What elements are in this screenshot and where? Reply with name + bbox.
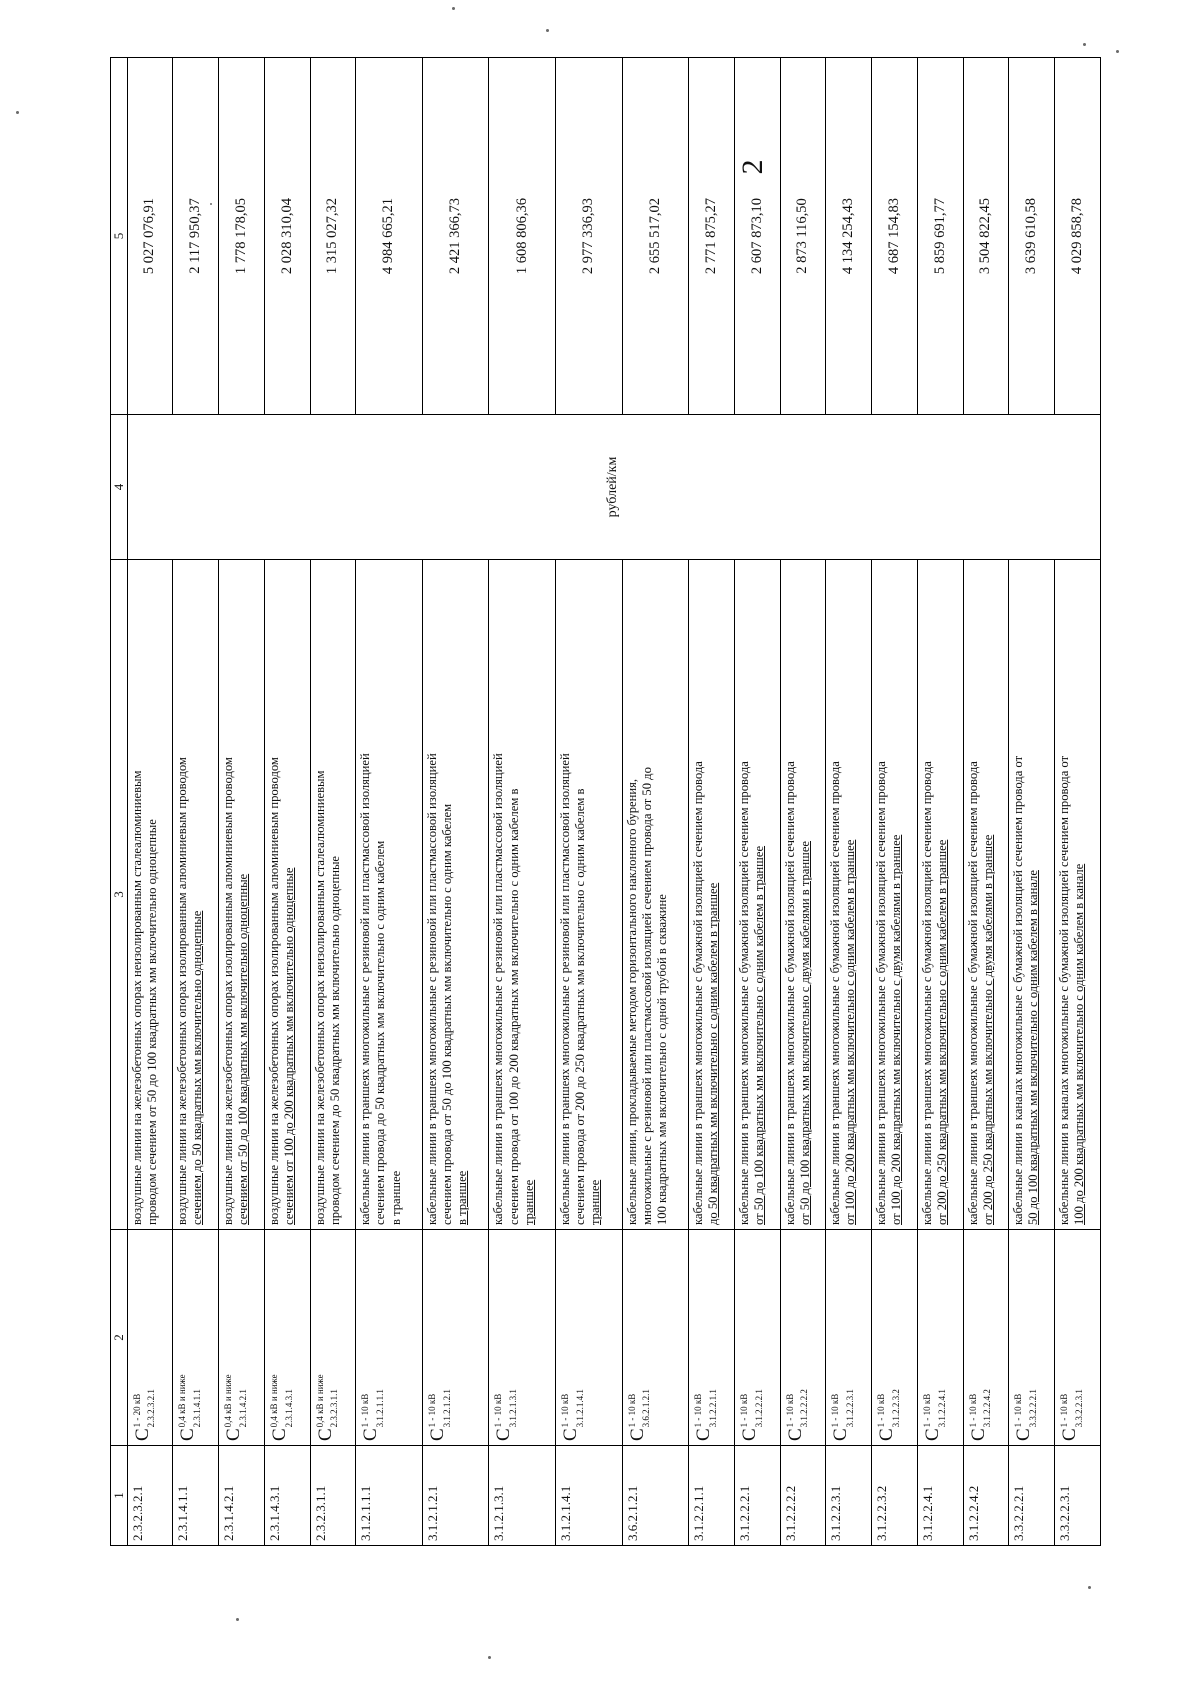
row-description: [356, 560, 423, 1230]
rate-letter: C: [426, 1428, 448, 1441]
header-row: [111, 58, 128, 1546]
description-line: кабельные линии в траншеях многожильные с бумажной изоляцией сечением провода: [965, 761, 980, 1225]
table-row: [780, 58, 826, 1546]
rate-index: 2.3.2.3.2.1: [146, 1389, 157, 1428]
rate-value: 1 315 027,32: [310, 58, 356, 415]
rate-value: 4 029 858,78: [1055, 58, 1101, 415]
row-description: [489, 560, 556, 1230]
description-line: в траншее: [388, 1170, 403, 1225]
rate-symbol: [917, 1230, 963, 1446]
description-line: сечением провода от 50 до 100 квадратных мм включительно с одним кабелем: [440, 803, 454, 1225]
rate-symbol: [310, 1230, 356, 1446]
rate-voltage: 1 - 10 кВ: [559, 1393, 570, 1428]
rate-voltage: 1 - 10 кВ: [426, 1393, 437, 1428]
rate-voltage: 0,4 кВ и ниже: [177, 1374, 188, 1428]
column-header: 5: [111, 58, 128, 415]
rate-letter: C: [131, 1428, 153, 1441]
rate-value: 1 778 178,05: [219, 58, 265, 415]
row-description: [826, 560, 872, 1230]
rate-index: 3.3.2.2.2.1: [1028, 1389, 1039, 1428]
description-line: кабельные линии в траншеях многожильные с бумажной изоляцией сечением провода: [828, 761, 843, 1225]
row-code: 3.1.2.2.4.2: [963, 1446, 1009, 1546]
row-code: 3.1.2.2.1.1: [689, 1446, 735, 1546]
table-row: [689, 58, 735, 1546]
rate-value: 4 687 154,83: [872, 58, 918, 415]
row-description: [622, 560, 689, 1230]
row-code: 3.1.2.2.2.1: [734, 1446, 780, 1546]
rate-value: 2 117 950,37: [173, 58, 219, 415]
rate-indices: [491, 1389, 520, 1427]
tariff-table: [110, 57, 1101, 1546]
rate-letter: C: [559, 1428, 581, 1441]
description-line: кабельные линии в траншеях многожильные с резиновой или пластмассовой изоляцией: [424, 753, 439, 1225]
rate-value: 2 655 517,02: [622, 58, 689, 415]
row-code: 3.1.2.1.4.1: [555, 1446, 622, 1546]
table-row: [356, 58, 423, 1546]
rate-value: 2 977 336,93: [555, 58, 622, 415]
rate-voltage: 1 - 10 кВ: [967, 1393, 978, 1428]
description-line: от 50 до 100 квадратных мм включительно с двумя кабелями в траншее: [797, 840, 812, 1225]
rate-indices: [558, 1389, 587, 1427]
row-description: [872, 560, 918, 1230]
rate-value: 2 028 310,04: [264, 58, 310, 415]
description-line: кабельные линии в траншеях многожильные с бумажной изоляцией сечением провода: [736, 761, 751, 1225]
description-line: проводом сечением от 50 до 100 квадратных мм включительно одноцепные: [144, 819, 159, 1225]
rate-index: 3.1.2.2.4.1: [936, 1389, 947, 1428]
rate-letter: C: [921, 1428, 943, 1441]
rate-letter: C: [493, 1428, 515, 1441]
rate-symbol: [422, 1230, 489, 1446]
description-line: воздушные линии на железобетонных опорах неизолированным сталеалюминиевым: [312, 770, 327, 1225]
row-code: 3.6.2.1.2.1: [622, 1446, 689, 1546]
rate-letter: C: [967, 1428, 989, 1441]
description-line: воздушные линии на железобетонных опорах неизолированным сталеалюминиевым: [129, 770, 144, 1225]
scan-speck: [16, 111, 19, 114]
rate-value: 5 859 691,77: [917, 58, 963, 415]
description-line: сечением от 100 до 200 квадратных мм включительно одноцепные: [281, 867, 296, 1225]
row-code: 3.1.2.1.1.1: [356, 1446, 423, 1546]
description-line: сечением провода от 100 до 200 квадратных мм включительно с одним кабелем в: [506, 788, 521, 1225]
table-row: [1055, 58, 1101, 1546]
rate-letter: C: [784, 1428, 806, 1441]
row-description: [734, 560, 780, 1230]
description-line: от 100 до 200 квадратных мм включительно с двумя кабелями в траншее: [889, 834, 904, 1225]
row-description: [127, 560, 173, 1230]
description-line: кабельные линии, прокладываемые методом горизонтального наклонного бурения,: [624, 778, 639, 1225]
row-code: 3.1.2.1.2.1: [422, 1446, 489, 1546]
rate-indices: [267, 1374, 296, 1427]
rate-index: 3.1.2.2.2.2: [799, 1389, 810, 1428]
description-line: сечением провода от 200 до 250 квадратных мм включительно с одним кабелем в: [573, 788, 588, 1225]
rate-voltage: 1 - 20 кВ: [131, 1393, 142, 1428]
rate-value: 1 608 806,36: [489, 58, 556, 415]
row-code: 2.3.1.4.3.1: [264, 1446, 310, 1546]
rate-index: 3.1.2.1.1.1: [375, 1389, 386, 1428]
row-description: [1009, 560, 1055, 1230]
description-line: от 200 до 250 квадратных мм включительно с двумя кабелями в траншее: [980, 834, 995, 1225]
table-row: [264, 58, 310, 1546]
rate-symbol: [173, 1230, 219, 1446]
rate-index: 3.1.2.2.3.1: [845, 1389, 856, 1428]
description-line: 100 квадратных мм включительно с одной трубой в скважине: [654, 894, 669, 1225]
rate-letter: C: [177, 1428, 199, 1441]
rate-indices: [691, 1389, 720, 1427]
rate-symbol: [689, 1230, 735, 1446]
rate-voltage: 1 - 10 кВ: [921, 1393, 932, 1428]
rate-indices: [221, 1374, 250, 1427]
row-code: 2.3.1.4.1.1: [173, 1446, 219, 1546]
rate-voltage: 1 - 10 кВ: [876, 1393, 887, 1428]
column-header: 1: [111, 1446, 128, 1546]
description-line: многожильные с резиновой или пластмассовой изоляцией сечением провода от 50 до: [639, 767, 654, 1225]
rate-indices: [783, 1389, 812, 1427]
rate-index: 3.1.2.1.2.1: [441, 1389, 452, 1428]
rate-symbol: [734, 1230, 780, 1446]
rate-symbol: [127, 1230, 173, 1446]
rate-voltage: 0,4 кВ и ниже: [268, 1374, 279, 1428]
rate-symbol: [872, 1230, 918, 1446]
rate-letter: C: [1058, 1428, 1080, 1441]
rate-index: 2.3.1.4.3.1: [283, 1389, 294, 1428]
rate-value: 2 771 875,27: [689, 58, 735, 415]
rate-indices: [966, 1389, 995, 1427]
rate-value: 4 134 254,43: [826, 58, 872, 415]
rate-value: 4 984 665,21: [356, 58, 423, 415]
rate-symbol: [826, 1230, 872, 1446]
rate-voltage: 1 - 10 кВ: [830, 1393, 841, 1428]
scan-speck: [1116, 50, 1119, 53]
rate-value: 5 027 076,91: [127, 58, 173, 415]
rate-indices: [358, 1389, 387, 1427]
description-line: сечением от 50 до 100 квадратных мм включительно одноцепные: [236, 873, 251, 1225]
table-row: [734, 58, 780, 1546]
rate-indices: [920, 1389, 949, 1427]
rate-index: 2.3.2.3.1.1: [329, 1389, 340, 1428]
table-row: [872, 58, 918, 1546]
rate-indices: [130, 1389, 159, 1427]
description-line: до 50 квадратных мм включительно с одним кабелем в траншее: [706, 882, 721, 1225]
rate-index: 3.3.2.2.3.1: [1073, 1389, 1084, 1428]
rate-voltage: 0,4 кВ и ниже: [223, 1374, 234, 1428]
rate-letter: C: [875, 1428, 897, 1441]
description-line: кабельные линии в траншеях многожильные с бумажной изоляцией сечением провода: [782, 761, 797, 1225]
row-code: 3.3.2.2.3.1: [1055, 1446, 1101, 1546]
row-description: [422, 560, 489, 1230]
table-row: [310, 58, 356, 1546]
rate-voltage: 1 - 10 кВ: [493, 1393, 504, 1428]
rate-voltage: 0,4 кВ и ниже: [314, 1374, 325, 1428]
scan-speck: [1088, 1586, 1091, 1589]
row-description: [555, 560, 622, 1230]
row-code: 2.3.2.3.2.1: [127, 1446, 173, 1546]
rate-voltage: 1 - 10 кВ: [626, 1393, 637, 1428]
scan-speck: [546, 29, 549, 32]
row-code: 3.1.2.2.3.2: [872, 1446, 918, 1546]
table-row: [826, 58, 872, 1546]
description-line: кабельные линии в траншеях многожильные с бумажной изоляцией сечением провода: [874, 761, 889, 1225]
rate-value: 2 421 366,73: [422, 58, 489, 415]
rate-letter: C: [314, 1428, 336, 1441]
scan-speck: [488, 1656, 491, 1659]
description-line: кабельные линии в траншеях многожильные с бумажной изоляцией сечением провода: [691, 761, 706, 1225]
rate-symbol: [963, 1230, 1009, 1446]
rate-symbol: [489, 1230, 556, 1446]
description-line: 100 до 200 квадратных мм включительно с одним кабелем в канале: [1072, 863, 1087, 1225]
rate-symbol: [780, 1230, 826, 1446]
rate-symbol: [264, 1230, 310, 1446]
description-line: воздушные линии на железобетонных опорах изолированным алюминиевым проводом: [175, 757, 190, 1225]
rate-index: 2.3.1.4.1.1: [192, 1389, 203, 1428]
column-header: 2: [111, 1230, 128, 1446]
rate-index: 3.1.2.2.2.1: [753, 1389, 764, 1428]
row-description: [963, 560, 1009, 1230]
rate-indices: [425, 1389, 454, 1427]
rate-index: 3.1.2.1.3.1: [508, 1389, 519, 1428]
description-line: траншее: [588, 1179, 603, 1225]
row-code: 2.3.2.3.1.1: [310, 1446, 356, 1546]
rate-letter: C: [830, 1428, 852, 1441]
unit-cell: рублей/км: [127, 415, 1100, 560]
description-line: траншее: [521, 1179, 536, 1225]
rate-letter: C: [268, 1428, 290, 1441]
description-line: в траншее: [455, 1170, 470, 1225]
row-description: [1055, 560, 1101, 1230]
page-number: 2: [736, 159, 769, 175]
rate-letter: C: [223, 1428, 244, 1441]
row-code: 2.3.1.4.2.1: [219, 1446, 265, 1546]
description-line: кабельные линии в траншеях многожильные с бумажной изоляцией сечением провода: [919, 761, 934, 1225]
rate-letter: C: [1013, 1428, 1035, 1441]
description-line: кабельные линии в траншеях многожильные с резиновой или пластмассовой изоляцией: [491, 753, 506, 1225]
row-description: [689, 560, 735, 1230]
table-row: [173, 58, 219, 1546]
table-row: [219, 58, 265, 1546]
rate-value: 2 873 116,50: [780, 58, 826, 415]
scan-speck: [236, 1618, 239, 1621]
table-row: [127, 58, 173, 1546]
row-code: 3.1.2.1.3.1: [489, 1446, 556, 1546]
rate-voltage: 1 - 10 кВ: [1013, 1393, 1024, 1428]
rate-symbol: [555, 1230, 622, 1446]
rate-indices: [175, 1374, 204, 1427]
scan-speck: [452, 7, 455, 10]
rate-letter: C: [738, 1428, 760, 1441]
scan-speck: [1083, 43, 1086, 46]
description-line: воздушные линии на железобетонных опорах изолированным алюминиевым проводом: [221, 757, 236, 1225]
row-code: 3.1.2.2.3.1: [826, 1446, 872, 1546]
table-row: [555, 58, 622, 1546]
description-line: сечением провода до 50 квадратных мм включительно с одним кабелем: [373, 840, 388, 1225]
rate-symbol: [622, 1230, 689, 1446]
row-description: [219, 560, 265, 1230]
table-row: [1009, 58, 1055, 1546]
column-header: 4: [111, 415, 128, 560]
description-line: кабельные линии в каналах многожильные с бумажной изоляцией сечением провода от: [1011, 755, 1026, 1225]
rate-index: 2.3.1.4.2.1: [237, 1389, 248, 1428]
rate-indices: [625, 1389, 654, 1427]
rate-indices: [313, 1374, 342, 1427]
rate-letter: C: [692, 1428, 714, 1441]
table-row: [963, 58, 1009, 1546]
description-line: от 50 до 100 квадратных мм включительно с одним кабелем в траншее: [751, 845, 766, 1225]
rate-index: 3.1.2.1.4.1: [574, 1389, 585, 1428]
table-row: [422, 58, 489, 1546]
rate-value: 3 639 610,58: [1009, 58, 1055, 415]
description-line: от 100 до 200 квадратных мм включительно с одним кабелем в траншее: [843, 839, 858, 1225]
description-line: проводом сечением до 50 квадратных мм включительно одноцепные: [327, 855, 342, 1225]
column-header: 3: [111, 560, 128, 1230]
description-line: кабельные линии в каналах многожильные с бумажной изоляцией сечением провода от: [1057, 755, 1072, 1225]
table-row: [489, 58, 556, 1546]
row-code: 3.3.2.2.2.1: [1009, 1446, 1055, 1546]
description-line: сечением до 50 квадратных мм включительно одноцепные: [190, 910, 205, 1225]
description-line: кабельные линии в траншеях многожильные с резиновой или пластмассовой изоляцией: [358, 753, 373, 1225]
table-row: [622, 58, 689, 1546]
rate-index: 3.6.2.1.2.1: [641, 1389, 652, 1428]
rate-voltage: 1 - 10 кВ: [360, 1393, 371, 1428]
rate-symbol: [1009, 1230, 1055, 1446]
rate-voltage: 1 - 10 кВ: [1059, 1393, 1070, 1428]
rate-symbol: [356, 1230, 423, 1446]
row-description: [264, 560, 310, 1230]
rate-value: 3 504 822,45: [963, 58, 1009, 415]
description-line: кабельные линии в траншеях многожильные с резиновой или пластмассовой изоляцией: [557, 753, 572, 1225]
row-description: [310, 560, 356, 1230]
table-row: [917, 58, 963, 1546]
rate-symbol: [1055, 1230, 1101, 1446]
rate-indices: [737, 1389, 766, 1427]
description-line: от 200 до 250 квадратных мм включительно с одним кабелем в траншее: [934, 839, 949, 1225]
rate-letter: C: [626, 1428, 648, 1441]
description-line: 50 до 100 квадратных мм включительно с одним кабелем в канале: [1026, 870, 1041, 1225]
rate-indices: [1057, 1389, 1086, 1427]
row-description: [780, 560, 826, 1230]
rate-voltage: 1 - 10 кВ: [784, 1393, 795, 1428]
rate-index: 3.1.2.2.1.1: [707, 1389, 718, 1428]
rate-indices: [874, 1389, 903, 1427]
row-description: [173, 560, 219, 1230]
row-code: 3.1.2.2.2.2: [780, 1446, 826, 1546]
rotated-table-container: [110, 58, 1101, 1546]
rate-indices: [1011, 1389, 1040, 1427]
row-description: [917, 560, 963, 1230]
rate-index: 3.1.2.2.3.2: [890, 1389, 901, 1428]
description-line: воздушные линии на железобетонных опорах изолированным алюминиевым проводом: [266, 757, 281, 1225]
rate-symbol: [219, 1230, 265, 1446]
rate-voltage: 1 - 10 кВ: [738, 1393, 749, 1428]
rate-index: 3.1.2.2.4.2: [982, 1389, 993, 1428]
rate-value: 2 607 873,10: [734, 58, 780, 415]
rate-voltage: 1 - 10 кВ: [693, 1393, 704, 1428]
rate-indices: [828, 1389, 857, 1427]
row-code: 3.1.2.2.4.1: [917, 1446, 963, 1546]
rate-letter: C: [360, 1428, 382, 1441]
